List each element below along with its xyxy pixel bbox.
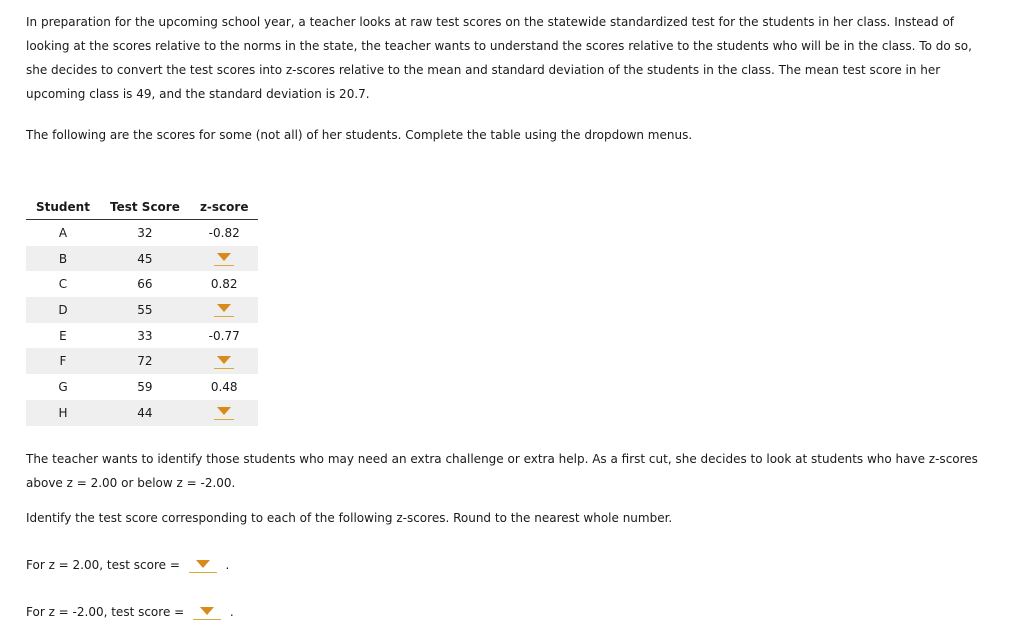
header-student: Student bbox=[26, 195, 100, 220]
z-score-cell: -0.77 bbox=[208, 328, 240, 343]
score-cell: 72 bbox=[100, 348, 190, 374]
table-row bbox=[26, 400, 258, 426]
z-negative-prompt: For z = -2.00, test score = bbox=[26, 605, 185, 619]
z-score-cell bbox=[190, 348, 259, 374]
student-cell: E bbox=[59, 328, 67, 343]
score-cell: 66 bbox=[137, 277, 153, 292]
dropdown-arrow-icon bbox=[196, 560, 210, 568]
table-row bbox=[26, 246, 258, 272]
dropdown-arrow-icon bbox=[217, 356, 231, 364]
z-score-cell: 0.48 bbox=[210, 379, 238, 394]
z-positive-score-dropdown[interactable] bbox=[186, 559, 220, 573]
z-score-dropdown-h[interactable] bbox=[211, 406, 237, 420]
table-row bbox=[26, 374, 258, 400]
score-cell: 45 bbox=[100, 246, 190, 272]
z-score-dropdown-f[interactable] bbox=[211, 355, 237, 369]
student-cell: G bbox=[58, 379, 68, 394]
student-cell: A bbox=[58, 225, 68, 240]
student-cell: D bbox=[26, 297, 100, 323]
student-cell: H bbox=[26, 400, 100, 426]
table-row bbox=[26, 271, 258, 297]
z-score-cell: -0.82 bbox=[208, 225, 240, 240]
dropdown-arrow-icon bbox=[217, 304, 231, 312]
z-score-cell bbox=[190, 297, 259, 323]
period: . bbox=[229, 605, 234, 619]
score-cell: 32 bbox=[137, 225, 153, 240]
z-score-cell: 0.82 bbox=[210, 277, 238, 292]
table-row bbox=[26, 220, 258, 246]
student-cell: F bbox=[26, 348, 100, 374]
intro-paragraph: In preparation for the upcoming school year, a teacher looks at raw test scores on the statewide standardized test for the students in her class. Instead of looking at the scores relative to the norms in the state, the teacher wants to understand the scores relative to the students who will be in the class. To do so, she decides to convert the test scores into z-scores relative to the mean and standard deviation of the students in the class. The mean test score in her upcoming class is 49, and the standard deviation is 20.7. bbox=[26, 15, 972, 101]
challenge-paragraph: The teacher wants to identify those students who may need an extra challenge or extra help. As a first cut, she decides to look at students who have z-scores above z = 2.00 or below z = -2.00. bbox=[26, 452, 978, 490]
dropdown-arrow-icon bbox=[217, 253, 231, 261]
z-negative-score-dropdown[interactable] bbox=[190, 606, 224, 620]
score-table bbox=[26, 195, 258, 426]
z-positive-answer-line bbox=[26, 555, 229, 575]
z-negative-answer-line bbox=[26, 602, 234, 622]
score-cell: 44 bbox=[100, 400, 190, 426]
score-cell: 33 bbox=[137, 328, 153, 343]
identify-instructions: Identify the test score corresponding to each of the following z-scores. Round to the nearest whole number. bbox=[26, 511, 673, 525]
table-row bbox=[26, 297, 258, 323]
z-score-cell bbox=[190, 246, 259, 272]
table-header-row bbox=[26, 195, 258, 220]
z-score-dropdown-d[interactable] bbox=[211, 303, 237, 317]
dropdown-arrow-icon bbox=[200, 607, 214, 615]
z-score-cell bbox=[190, 400, 259, 426]
table-instructions: The following are the scores for some (not all) of her students. Complete the table using the dropdown menus. bbox=[26, 128, 693, 142]
dropdown-arrow-icon bbox=[217, 407, 231, 415]
student-cell: C bbox=[58, 277, 68, 292]
header-test-score: Test Score bbox=[100, 195, 190, 220]
table-row bbox=[26, 323, 258, 349]
z-positive-prompt: For z = 2.00, test score = bbox=[26, 558, 180, 572]
student-cell: B bbox=[26, 246, 100, 272]
score-cell: 55 bbox=[100, 297, 190, 323]
table-row bbox=[26, 348, 258, 374]
score-cell: 59 bbox=[137, 379, 153, 394]
z-score-dropdown-b[interactable] bbox=[211, 252, 237, 266]
period: . bbox=[225, 558, 230, 572]
header-z-score: z-score bbox=[190, 195, 259, 220]
